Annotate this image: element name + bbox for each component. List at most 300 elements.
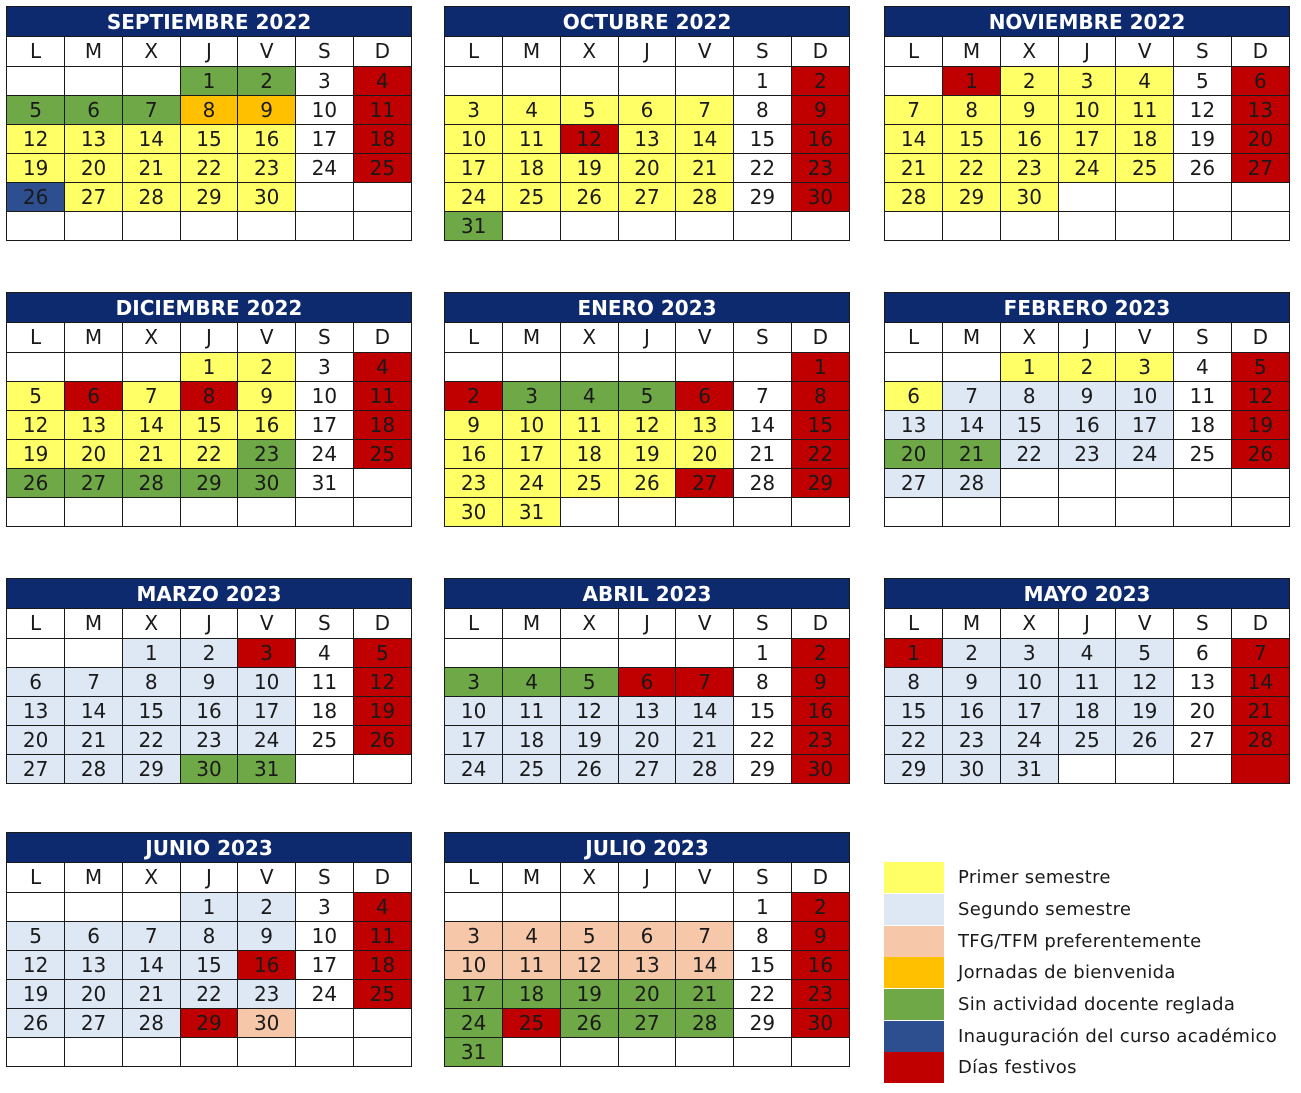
month-title: FEBRERO 2023 (885, 293, 1289, 323)
week-row (7, 182, 411, 211)
weekday-header: S (296, 37, 354, 66)
day-cell: 19 (1231, 410, 1289, 439)
day-cell: 3 (503, 381, 561, 410)
day-cell: 11 (503, 950, 561, 979)
day-cell: 10 (296, 381, 354, 410)
month-calendar (444, 578, 850, 784)
day-cell: 24 (1116, 439, 1174, 468)
day-cell: 11 (503, 124, 561, 153)
day-cell: 14 (122, 950, 180, 979)
day-cell: 24 (445, 182, 503, 211)
day-cell: 4 (1058, 638, 1116, 667)
day-cell: 26 (560, 1008, 618, 1037)
weekday-header: V (238, 37, 296, 66)
day-cell: 17 (445, 979, 503, 1008)
day-cell: 17 (445, 153, 503, 182)
day-cell: 9 (238, 381, 296, 410)
day-cell: 1 (122, 638, 180, 667)
day-cell: 19 (560, 725, 618, 754)
day-cell: 6 (65, 95, 123, 124)
legend-label: TFG/TFM preferentemente (958, 930, 1202, 952)
month-title: ENERO 2023 (445, 293, 849, 323)
weekday-header: X (122, 323, 180, 352)
month-calendar (444, 6, 850, 241)
week-row (885, 468, 1289, 497)
day-cell: 30 (180, 754, 238, 783)
day-cell: 21 (885, 153, 943, 182)
empty-cell (353, 1037, 411, 1066)
day-cell: 22 (180, 979, 238, 1008)
day-cell: 28 (65, 754, 123, 783)
empty-cell (560, 638, 618, 667)
empty-cell (885, 352, 943, 381)
day-cell: 16 (238, 950, 296, 979)
empty-cell (618, 352, 676, 381)
weekday-header: L (7, 609, 65, 638)
day-cell: 31 (445, 211, 503, 240)
day-cell: 22 (791, 439, 849, 468)
empty-cell (885, 211, 943, 240)
empty-cell (503, 638, 561, 667)
weekday-header: D (1231, 609, 1289, 638)
day-cell: 5 (1174, 66, 1232, 95)
empty-cell (65, 1037, 123, 1066)
empty-cell (791, 497, 849, 526)
month-grid (445, 863, 849, 1066)
day-cell: 16 (1058, 410, 1116, 439)
day-cell: 17 (296, 410, 354, 439)
day-cell: 22 (180, 439, 238, 468)
day-cell: 26 (7, 1008, 65, 1037)
day-cell: 28 (122, 1008, 180, 1037)
day-cell: 11 (1174, 381, 1232, 410)
day-cell: 11 (296, 667, 354, 696)
empty-cell (676, 211, 734, 240)
day-cell: 28 (676, 754, 734, 783)
weekday-header: D (791, 323, 849, 352)
week-row (445, 892, 849, 921)
weekday-header: D (353, 863, 411, 892)
week-row (885, 410, 1289, 439)
week-row (885, 66, 1289, 95)
day-cell: 23 (238, 153, 296, 182)
week-row (885, 124, 1289, 153)
day-cell: 19 (1116, 696, 1174, 725)
week-row (445, 638, 849, 667)
day-cell: 12 (1231, 381, 1289, 410)
day-cell: 14 (734, 410, 792, 439)
weekday-header: X (1000, 609, 1058, 638)
week-row (445, 921, 849, 950)
weekday-header: M (503, 323, 561, 352)
weekday-header: J (618, 863, 676, 892)
day-cell: 13 (676, 410, 734, 439)
empty-cell (943, 211, 1001, 240)
day-cell: 6 (618, 667, 676, 696)
day-cell: 11 (503, 696, 561, 725)
empty-cell (1174, 497, 1232, 526)
week-row (445, 153, 849, 182)
day-cell: 10 (445, 696, 503, 725)
empty-cell (296, 1008, 354, 1037)
empty-cell (1116, 497, 1174, 526)
day-cell: 12 (353, 667, 411, 696)
day-cell: 26 (560, 754, 618, 783)
day-cell: 11 (353, 95, 411, 124)
day-cell: 8 (943, 95, 1001, 124)
day-cell: 29 (180, 182, 238, 211)
day-cell: 24 (296, 439, 354, 468)
week-row (445, 754, 849, 783)
day-cell: 23 (238, 439, 296, 468)
empty-cell (7, 638, 65, 667)
legend-item (884, 894, 1284, 926)
day-cell: 7 (676, 667, 734, 696)
day-cell: 21 (1231, 696, 1289, 725)
day-cell: 3 (1000, 638, 1058, 667)
day-cell: 3 (296, 892, 354, 921)
empty-cell (618, 497, 676, 526)
day-cell: 21 (676, 725, 734, 754)
week-row (7, 124, 411, 153)
weekday-header-row (445, 609, 849, 638)
week-row (445, 667, 849, 696)
day-cell: 10 (445, 124, 503, 153)
month-grid (7, 863, 411, 1066)
weekday-header: X (560, 323, 618, 352)
day-cell: 5 (353, 638, 411, 667)
empty-cell (353, 754, 411, 783)
week-row (7, 95, 411, 124)
week-row (7, 153, 411, 182)
legend-label: Sin actividad docente reglada (958, 994, 1236, 1016)
day-cell: 6 (618, 95, 676, 124)
weekday-header-row (445, 37, 849, 66)
month-grid (885, 609, 1289, 783)
empty-cell (734, 497, 792, 526)
day-cell: 8 (180, 921, 238, 950)
day-cell: 4 (1174, 352, 1232, 381)
empty-cell (122, 497, 180, 526)
day-cell: 18 (503, 153, 561, 182)
day-cell: 24 (296, 979, 354, 1008)
week-row (445, 696, 849, 725)
weekday-header-row (885, 323, 1289, 352)
week-row (7, 1037, 411, 1066)
day-cell: 10 (1116, 381, 1174, 410)
day-cell: 1 (180, 892, 238, 921)
day-cell: 10 (1058, 95, 1116, 124)
day-cell: 30 (943, 754, 1001, 783)
weekday-header: J (618, 323, 676, 352)
day-cell: 29 (180, 1008, 238, 1037)
day-cell: 28 (943, 468, 1001, 497)
day-cell: 7 (734, 381, 792, 410)
day-cell: 25 (1174, 439, 1232, 468)
day-cell: 28 (122, 182, 180, 211)
day-cell: 10 (296, 921, 354, 950)
day-cell: 20 (618, 725, 676, 754)
legend-label: Jornadas de bienvenida (958, 962, 1176, 984)
day-cell: 25 (296, 725, 354, 754)
empty-cell (180, 211, 238, 240)
week-row (445, 410, 849, 439)
empty-cell (1000, 211, 1058, 240)
legend-label: Días festivos (958, 1057, 1077, 1079)
legend-swatch (884, 1021, 944, 1052)
day-cell: 8 (885, 667, 943, 696)
day-cell: 24 (445, 1008, 503, 1037)
week-row (885, 95, 1289, 124)
day-cell: 8 (734, 95, 792, 124)
day-cell: 10 (238, 667, 296, 696)
day-cell: 12 (7, 950, 65, 979)
weekday-header: L (445, 863, 503, 892)
empty-cell (65, 66, 123, 95)
day-cell: 31 (296, 468, 354, 497)
weekday-header: D (791, 37, 849, 66)
empty-cell (503, 892, 561, 921)
day-cell: 29 (943, 182, 1001, 211)
day-cell: 18 (353, 124, 411, 153)
empty-cell (676, 66, 734, 95)
weekday-header: S (296, 323, 354, 352)
day-cell: 4 (353, 66, 411, 95)
day-cell: 8 (122, 667, 180, 696)
empty-cell (1231, 182, 1289, 211)
day-cell: 13 (885, 410, 943, 439)
day-cell: 7 (1231, 638, 1289, 667)
day-cell: 20 (618, 979, 676, 1008)
day-cell: 5 (1231, 352, 1289, 381)
weekday-header: S (1174, 323, 1232, 352)
day-cell: 13 (618, 950, 676, 979)
day-cell: 20 (676, 439, 734, 468)
empty-cell (238, 211, 296, 240)
empty-cell (676, 638, 734, 667)
day-cell: 21 (122, 153, 180, 182)
day-cell: 17 (1058, 124, 1116, 153)
day-cell: 10 (296, 95, 354, 124)
week-row (445, 1008, 849, 1037)
day-cell: 2 (238, 352, 296, 381)
day-cell: 13 (1174, 667, 1232, 696)
day-cell: 15 (885, 696, 943, 725)
empty-cell (122, 1037, 180, 1066)
day-cell: 1 (734, 892, 792, 921)
day-cell: 18 (503, 979, 561, 1008)
weekday-header: M (65, 323, 123, 352)
legend-swatch (884, 1052, 944, 1083)
day-cell: 15 (734, 124, 792, 153)
month-title: DICIEMBRE 2022 (7, 293, 411, 323)
day-cell: 23 (238, 979, 296, 1008)
day-cell: 16 (791, 124, 849, 153)
weekday-header: X (560, 37, 618, 66)
day-cell: 8 (734, 667, 792, 696)
week-row (7, 352, 411, 381)
day-cell: 2 (791, 66, 849, 95)
weekday-header: D (353, 37, 411, 66)
week-row (885, 497, 1289, 526)
month-grid (445, 323, 849, 526)
day-cell: 13 (618, 696, 676, 725)
day-cell: 4 (560, 381, 618, 410)
day-cell: 9 (943, 667, 1001, 696)
week-row (445, 497, 849, 526)
day-cell: 6 (65, 381, 123, 410)
day-cell: 18 (560, 439, 618, 468)
day-cell: 19 (1174, 124, 1232, 153)
day-cell: 11 (353, 921, 411, 950)
day-cell: 1 (180, 66, 238, 95)
day-cell: 27 (885, 468, 943, 497)
weekday-header: V (676, 323, 734, 352)
week-row (885, 439, 1289, 468)
month-grid (885, 37, 1289, 240)
empty-cell (1116, 182, 1174, 211)
day-cell: 10 (445, 950, 503, 979)
day-cell: 14 (122, 124, 180, 153)
weekday-header: X (1000, 37, 1058, 66)
day-cell: 16 (791, 696, 849, 725)
weekday-header: X (122, 609, 180, 638)
month-calendar (884, 292, 1290, 527)
week-row (445, 211, 849, 240)
day-cell: 20 (65, 979, 123, 1008)
day-cell: 7 (676, 921, 734, 950)
legend-swatch (884, 926, 944, 957)
week-row (445, 1037, 849, 1066)
day-cell: 24 (296, 153, 354, 182)
day-cell: 27 (618, 182, 676, 211)
month-grid (7, 323, 411, 526)
day-cell: 19 (560, 153, 618, 182)
weekday-header: S (734, 37, 792, 66)
day-cell: 6 (65, 921, 123, 950)
legend-item (884, 989, 1284, 1021)
day-cell: 16 (943, 696, 1001, 725)
day-cell: 15 (122, 696, 180, 725)
day-cell: 24 (1058, 153, 1116, 182)
day-cell: 17 (296, 124, 354, 153)
day-cell: 2 (943, 638, 1001, 667)
week-row (445, 124, 849, 153)
day-cell: 17 (1116, 410, 1174, 439)
weekday-header: L (445, 37, 503, 66)
day-cell: 2 (238, 892, 296, 921)
day-cell: 14 (122, 410, 180, 439)
empty-cell (1231, 468, 1289, 497)
weekday-header: J (618, 37, 676, 66)
day-cell: 5 (7, 95, 65, 124)
day-cell: 15 (180, 950, 238, 979)
day-cell: 1 (791, 352, 849, 381)
weekday-header-row (885, 609, 1289, 638)
day-cell: 15 (734, 696, 792, 725)
week-row (7, 950, 411, 979)
empty-cell (943, 352, 1001, 381)
day-cell: 22 (734, 979, 792, 1008)
day-cell: 21 (122, 979, 180, 1008)
weekday-header: V (1116, 323, 1174, 352)
day-cell: 13 (618, 124, 676, 153)
legend-label: Segundo semestre (958, 899, 1132, 921)
weekday-header: J (618, 609, 676, 638)
month-title: MAYO 2023 (885, 579, 1289, 609)
day-cell: 29 (122, 754, 180, 783)
day-cell: 30 (791, 1008, 849, 1037)
day-cell: 31 (1000, 754, 1058, 783)
day-cell: 13 (65, 410, 123, 439)
week-row (445, 66, 849, 95)
day-cell: 26 (353, 725, 411, 754)
empty-cell (180, 1037, 238, 1066)
week-row (885, 211, 1289, 240)
week-row (445, 979, 849, 1008)
empty-cell (734, 211, 792, 240)
weekday-header: X (122, 863, 180, 892)
day-cell: 27 (65, 1008, 123, 1037)
empty-cell (503, 66, 561, 95)
empty-cell (180, 497, 238, 526)
day-cell: 27 (65, 182, 123, 211)
day-cell: 3 (1116, 352, 1174, 381)
empty-cell (1116, 468, 1174, 497)
day-cell: 21 (676, 979, 734, 1008)
week-row (885, 725, 1289, 754)
day-cell: 25 (503, 1008, 561, 1037)
day-cell: 22 (734, 153, 792, 182)
empty-cell (353, 468, 411, 497)
day-cell: 11 (1116, 95, 1174, 124)
weekday-header-row (885, 37, 1289, 66)
day-cell: 19 (7, 979, 65, 1008)
day-cell: 10 (1000, 667, 1058, 696)
day-cell: 27 (618, 1008, 676, 1037)
week-row (7, 725, 411, 754)
empty-cell (618, 66, 676, 95)
week-row (885, 182, 1289, 211)
day-cell: 16 (238, 124, 296, 153)
day-cell: 11 (1058, 667, 1116, 696)
day-cell: 7 (676, 95, 734, 124)
weekday-header: L (885, 609, 943, 638)
day-cell: 9 (1000, 95, 1058, 124)
day-cell: 12 (618, 410, 676, 439)
week-row (7, 921, 411, 950)
day-cell: 9 (238, 921, 296, 950)
day-cell: 30 (791, 182, 849, 211)
day-cell: 17 (296, 950, 354, 979)
day-cell: 2 (791, 892, 849, 921)
empty-cell (676, 1037, 734, 1066)
day-cell: 28 (885, 182, 943, 211)
week-row (445, 468, 849, 497)
day-cell: 8 (180, 381, 238, 410)
day-cell: 14 (676, 696, 734, 725)
legend-swatch (884, 957, 944, 988)
empty-cell (7, 497, 65, 526)
month-calendar (884, 578, 1290, 784)
day-cell: 22 (122, 725, 180, 754)
day-cell: 12 (560, 696, 618, 725)
day-cell: 12 (7, 410, 65, 439)
week-row (7, 439, 411, 468)
day-cell: 26 (618, 468, 676, 497)
month-calendar (6, 578, 412, 784)
day-cell: 15 (791, 410, 849, 439)
